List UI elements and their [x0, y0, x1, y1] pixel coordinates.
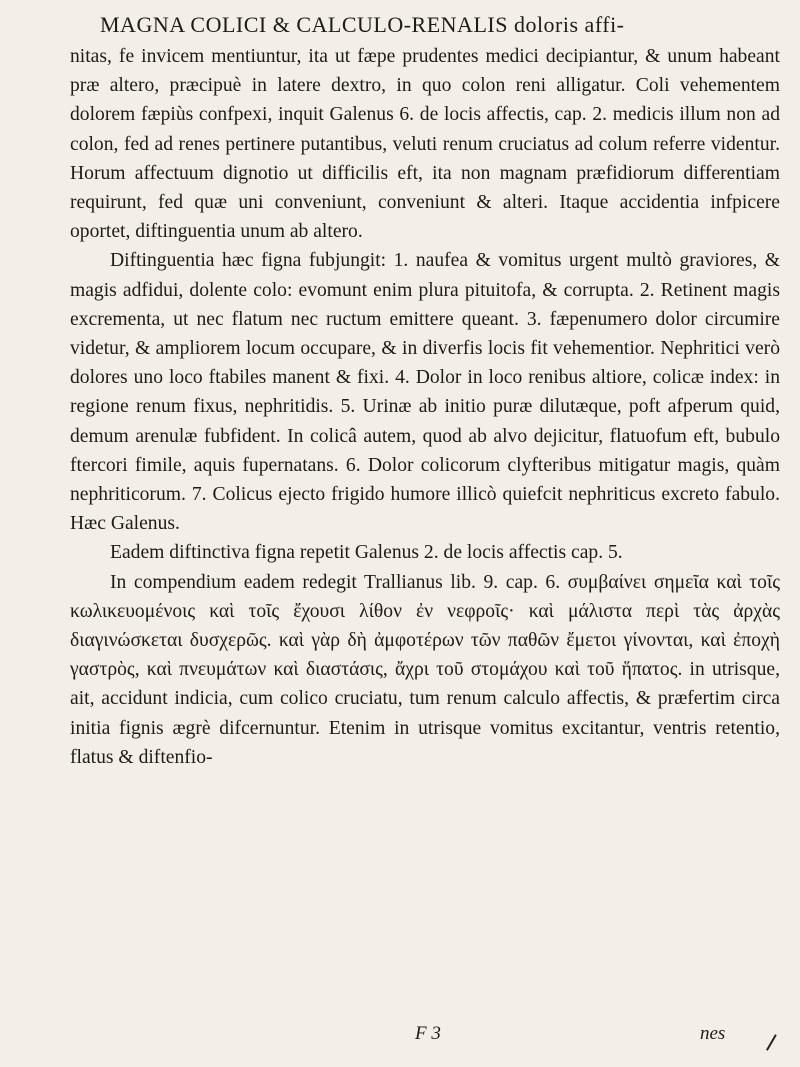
paragraph-4: In compendium eadem redegit Trallianus lib. 9. cap. 6. συμβαίνει σημεῖα καὶ τοῖς κωλικευομένοις καὶ τοῖς ἔχουσι λίθον ἐν νεφροῖς· καὶ μάλιστα περὶ τὰς ἀρχὰς διαγινώσκεται δυσχερῶς. καὶ γὰρ δὴ ἀμφοτέρων τῶν παθῶν ἔμετοι γίνονται, καὶ ἐποχὴ γαστρὸς, καὶ πνευμάτων καὶ διαστάσις, ἄχρι τοῦ στομάχου καὶ τοῦ ἥπατος. in utrisque, ait, accidunt indicia, cum colico cruciatu, tum renum calculo affectis, & præfertim circa initia fignis ægrè difcernuntur. Etenim in utrisque vomitus excitantur, ventris retentio, flatus & diftenfio-	[70, 571, 780, 768]
page-body	[70, 42, 780, 772]
signature-mark: F 3	[415, 1023, 441, 1044]
paragraph-2: Diftinguentia hæc figna fubjungit: 1. naufea & vomitus urgent multò graviores, & magis adfidui, dolente colo: evomunt enim plura pituitofa, & corrupta. 2. Retinent magis excrementa, ut nec flatum nec ructum emittere queant. 3. fæpenumero dolor circumire videtur, & ampliorem locum occupare, & in diverfis locis fit vehementior. Nephritici verò dolores uno loco ftabiles manent & fixi. 4. Dolor in loco renibus altiore, colicæ index: in regione renum fixus, nephritidis. 5. Urinæ ab initio puræ dilutæque, poft afperum quid, demum arenulæ fubfident. In colicâ autem, quod ab alvo dejicitur, flatuofum eft, bubulo ftercori fimile, aquis fupernatans. 6. Dolor colicorum clyfteribus mitigatur magis, quàm nephriticorum. 7. Colicus ejecto frigido humore illicò quiefcit nephriticus excreto fabulo. Hæc Galenus.	[70, 250, 780, 535]
book-page	[70, 10, 780, 772]
running-head: MAGNA COLICI & CALCULO-RENALIS doloris affi-	[100, 12, 625, 37]
ink-mark	[766, 1034, 782, 1054]
paragraph-3: Eadem diftinctiva figna repetit Galenus 2. de locis affectis cap. 5.	[110, 542, 623, 564]
paragraph-1: nitas, fe invicem mentiuntur, ita ut fæpe prudentes medici decipiantur, & unum habeant præ altero, præcipuè in latere dextro, in quo colon reni alligatur. Coli vehementem dolorem fæpiùs confpexi, inquit Galenus 6. de locis affectis, cap. 2. medicis illum non ad colon, fed ad renes pertinere putantibus, veluti renum cruciatus ad colum referre videntur. Horum affectuum dignotio ut difficilis eft, ita non magnam præfidiorum differentiam requirunt, fed quæ uni conveniunt, conveniunt & alteri. Itaque accidentia infpicere oportet, diftinguentia unum ab altero.	[70, 46, 780, 243]
catchword: nes	[700, 1023, 726, 1044]
